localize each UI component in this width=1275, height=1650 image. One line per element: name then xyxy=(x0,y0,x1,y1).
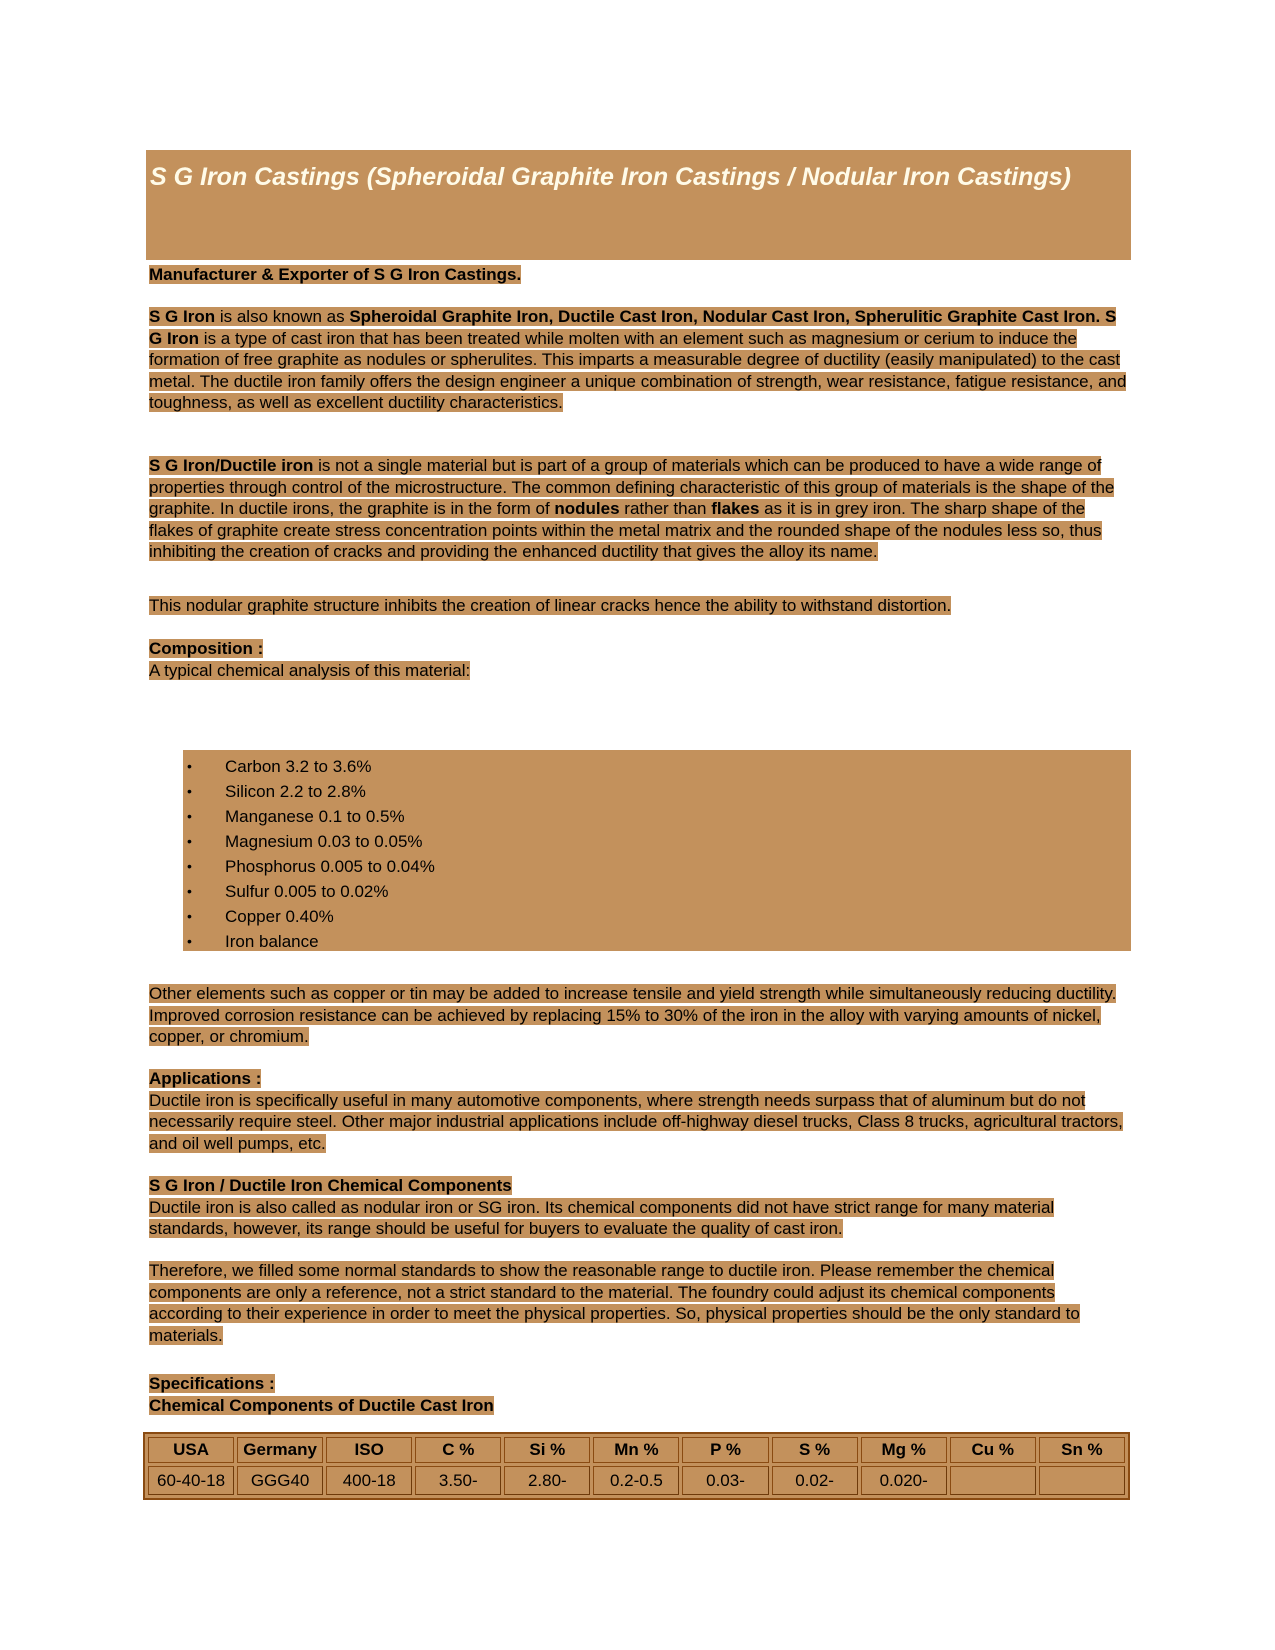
list-item xyxy=(183,904,435,929)
list-item xyxy=(183,929,435,954)
bullet-icon: • xyxy=(187,783,192,799)
table-cell xyxy=(1039,1466,1125,1495)
list-item-text: Manganese 0.1 to 0.5% xyxy=(225,807,405,826)
intro-term: S G Iron xyxy=(149,307,216,326)
reference-text: Therefore, we filled some normal standards to show the reasonable range to ductile iron. Please remember the chemical components are only a reference, not a strict standard to the material. The foundry could adjust its chemical components according to their experience in order to meet the physical properties. So, physical properties should be the only standard to materials. xyxy=(149,1261,1080,1345)
specifications-subheading: Chemical Components of Ductile Cast Iron xyxy=(149,1395,494,1415)
list-item-text: Silicon 2.2 to 2.8% xyxy=(225,782,366,801)
other-elements-text: Other elements such as copper or tin may be added to increase tensile and yield strength while simultaneously reducing ductility. Improved corrosion resistance can be achieved by replacing 15% to 30% of the iron in the alloy with varying amounts of nickel, copper, or chromium. xyxy=(149,984,1117,1047)
table-cell: 3.50- xyxy=(415,1466,501,1495)
ductile-term: S G Iron/Ductile iron xyxy=(149,456,314,475)
list-item xyxy=(183,754,435,779)
bullet-icon: • xyxy=(187,758,192,774)
column-header: P % xyxy=(682,1437,768,1463)
nodules-term: nodules xyxy=(554,499,620,519)
flakes-term: flakes xyxy=(711,499,760,519)
table-row xyxy=(148,1466,1125,1495)
chemical-components-section xyxy=(149,1175,1133,1240)
bullet-icon: • xyxy=(187,933,192,949)
list-item-text: Phosphorus 0.005 to 0.04% xyxy=(225,857,435,876)
list-item xyxy=(183,854,435,879)
table-cell: 0.2-0.5 xyxy=(593,1466,679,1495)
table-cell: 0.020- xyxy=(861,1466,947,1495)
chemical-heading: S G Iron / Ductile Iron Chemical Components xyxy=(149,1176,512,1195)
specifications-heading: Specifications : xyxy=(149,1374,275,1393)
bullet-icon: • xyxy=(187,808,192,824)
list-item xyxy=(183,879,435,904)
bullet-icon: • xyxy=(187,883,192,899)
composition-list xyxy=(183,754,435,954)
column-header: Sn % xyxy=(1039,1437,1125,1463)
ductile-text-1: is not a single material but is part of a group of materials which can be produced to have a wide range of properties through control of the microstructure. The common defining characteristic of this group of materials is the shape of the graphite. In ductile irons, the graphite is in the form of xyxy=(149,456,1115,519)
page-title: S G Iron Castings (Spheroidal Graphite Iron Castings / Nodular Iron Castings) xyxy=(150,163,1071,191)
list-item xyxy=(183,779,435,804)
column-header: Germany xyxy=(237,1437,323,1463)
table-cell: 0.03- xyxy=(682,1466,768,1495)
intro-aliases: Spheroidal Graphite Iron, Ductile Cast Iron, Nodular Cast Iron, Spherulitic Graphite Cast Iron. S G Iron xyxy=(149,307,1117,348)
composition-list-box xyxy=(183,750,1131,951)
table-cell: 0.02- xyxy=(772,1466,858,1495)
applications-text: Ductile iron is specifically useful in many automotive components, where strength needs surpass that of aluminum but do not necessarily require steel. Other major industrial applications include off-highway diesel trucks, Class 8 trucks, agricultural tractors, and oil well pumps, etc. xyxy=(149,1090,1123,1153)
table-body xyxy=(148,1466,1125,1495)
bullet-icon: • xyxy=(187,858,192,874)
table-cell: 400-18 xyxy=(326,1466,412,1495)
list-item-text: Magnesium 0.03 to 0.05% xyxy=(225,832,423,851)
table-cell: GGG40 xyxy=(237,1466,323,1495)
ductile-text-3: as it is in grey iron. The sharp shape of the flakes of graphite create stress concentration points within the metal matrix and the rounded shape of the nodules less so, thus inhibiting the creation of cracks and providing the enhanced ductility that gives the alloy its name. xyxy=(149,499,1102,562)
column-header: Mg % xyxy=(861,1437,947,1463)
reference-paragraph xyxy=(149,1260,1133,1346)
composition-section xyxy=(149,638,1133,681)
ductile-paragraph xyxy=(149,455,1133,563)
chemical-components-table xyxy=(143,1432,1130,1500)
ductile-text-2: rather than xyxy=(619,499,712,519)
intro-text-1: is also known as xyxy=(215,307,350,326)
bullet-icon: • xyxy=(187,908,192,924)
bullet-icon: • xyxy=(187,833,192,849)
list-item xyxy=(183,804,435,829)
chemical-text: Ductile iron is also called as nodular iron or SG iron. Its chemical components did not have strict range for many material standards, however, its range should be useful for buyers to evaluate the quality of cast iron. xyxy=(149,1197,1055,1239)
intro-paragraph xyxy=(149,306,1133,414)
column-header: S % xyxy=(772,1437,858,1463)
applications-heading: Applications : xyxy=(149,1069,262,1088)
column-header: Mn % xyxy=(593,1437,679,1463)
column-header: Si % xyxy=(504,1437,590,1463)
list-item-text: Copper 0.40% xyxy=(225,907,334,926)
list-item-text: Iron balance xyxy=(225,932,319,951)
nodular-paragraph xyxy=(149,595,1133,617)
composition-heading: Composition : xyxy=(149,639,264,658)
composition-intro: A typical chemical analysis of this material: xyxy=(149,660,471,680)
other-elements-paragraph xyxy=(149,983,1133,1048)
list-item-text: Sulfur 0.005 to 0.02% xyxy=(225,882,389,901)
list-item-text: Carbon 3.2 to 3.6% xyxy=(225,757,372,776)
page-subtitle: Manufacturer & Exporter of S G Iron Castings. xyxy=(149,265,522,284)
column-header: Cu % xyxy=(950,1437,1036,1463)
table-cell: 60-40-18 xyxy=(148,1466,234,1495)
nodular-text: This nodular graphite structure inhibits the creation of linear cracks hence the ability to withstand distortion. xyxy=(149,596,952,615)
subtitle-block xyxy=(149,264,1133,286)
table-cell xyxy=(950,1466,1036,1495)
table-header-row xyxy=(148,1437,1125,1463)
column-header: USA xyxy=(148,1437,234,1463)
specifications-section xyxy=(149,1373,1133,1416)
column-header: ISO xyxy=(326,1437,412,1463)
column-header: C % xyxy=(415,1437,501,1463)
table-cell: 2.80- xyxy=(504,1466,590,1495)
list-item xyxy=(183,829,435,854)
intro-text-2: is a type of cast iron that has been treated while molten with an element such as magnesium or cerium to induce the formation of free graphite as nodules or spherulites. This imparts a measurable degree of ductility (easily manipulated) to the cast metal. The ductile iron family offers the design engineer a unique combination of strength, wear resistance, fatigue resistance, and toughness, as well as excellent ductility characteristics. xyxy=(149,328,1127,413)
title-banner xyxy=(146,150,1131,260)
applications-section xyxy=(149,1068,1133,1154)
